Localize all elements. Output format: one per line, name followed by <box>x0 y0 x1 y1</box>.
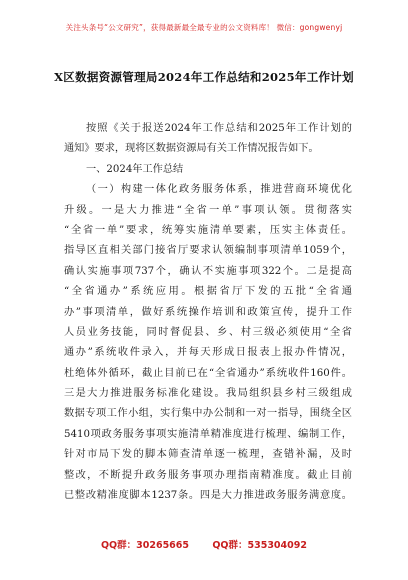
body-line: 杜绝体外循环，截止目前已在“全省通办”系统收件160件。 <box>64 367 352 379</box>
body-line: 5410项政务服务事项实施清单精准度进行梳理、编制工作， <box>64 428 352 440</box>
footer-qq-group-1: QQ群：30265665 <box>100 540 190 551</box>
footer-contact <box>0 537 408 551</box>
body-line: 办”事项清单，做好系统操作培训和政策宣传，提升工作 <box>64 306 352 318</box>
body-line: 针对市局下发的脚本筛查清单逐一梳理，查错补漏，及时 <box>64 449 352 461</box>
body-line: （一）构建一体化政务服务体系，推进营商环境优化 <box>86 184 352 196</box>
intro-line-2: 通知》要求，现将区数据资源局有关工作情况报告如下。 <box>64 143 319 155</box>
document-title: X区数据资源管理局2024年工作总结和2025年工作计划 <box>54 70 354 84</box>
section-heading: 一、2024年工作总结 <box>86 163 184 175</box>
body-line: “全省一单”要求，统筹实施清单要素，压实主体责任。 <box>64 224 352 236</box>
body-line: “全省通办”系统应用。根据省厅下发的五批“全省通 <box>64 286 352 298</box>
intro-line-1: 按照《关于报送2024年工作总结和2025年工作计划的 <box>86 123 352 134</box>
body-line: 确认实施事项737个，确认不实施事项322个。二是提高 <box>64 265 352 277</box>
body-line: 指导区直相关部门接省厅要求认领编制事项清单1059个， <box>64 245 352 257</box>
footer-qq-group-2: QQ群：535304092 <box>212 540 307 551</box>
body-line: 三是大力推进服务标准化建设。我局组织县乡村三级组成 <box>64 388 352 400</box>
body-line: 人员业务技能，同时督促县、乡、村三级必须使用“全省 <box>64 326 352 338</box>
document-body <box>64 119 352 506</box>
body-line: 已整改精准度脚本1237条。四是大力推进政务服务满意度。 <box>64 490 352 502</box>
body-line: 整改，不断提升政务服务事项办理指南精准度。截止目前 <box>64 469 352 481</box>
body-line: 通办”系统收件录入，并每天形成日报表上报办件情况， <box>64 347 352 359</box>
body-line: 数据专项工作小组，实行集中办公制和一对一指导，围绕全区 <box>64 408 352 420</box>
body-line: 升级。一是大力推进“全省一单”事项认领。贯彻落实 <box>64 204 352 216</box>
promo-banner: 关注头条号“公文研究”，获得最新最全最专业的公文资料库！ 微信：gongwenyj <box>65 23 343 32</box>
